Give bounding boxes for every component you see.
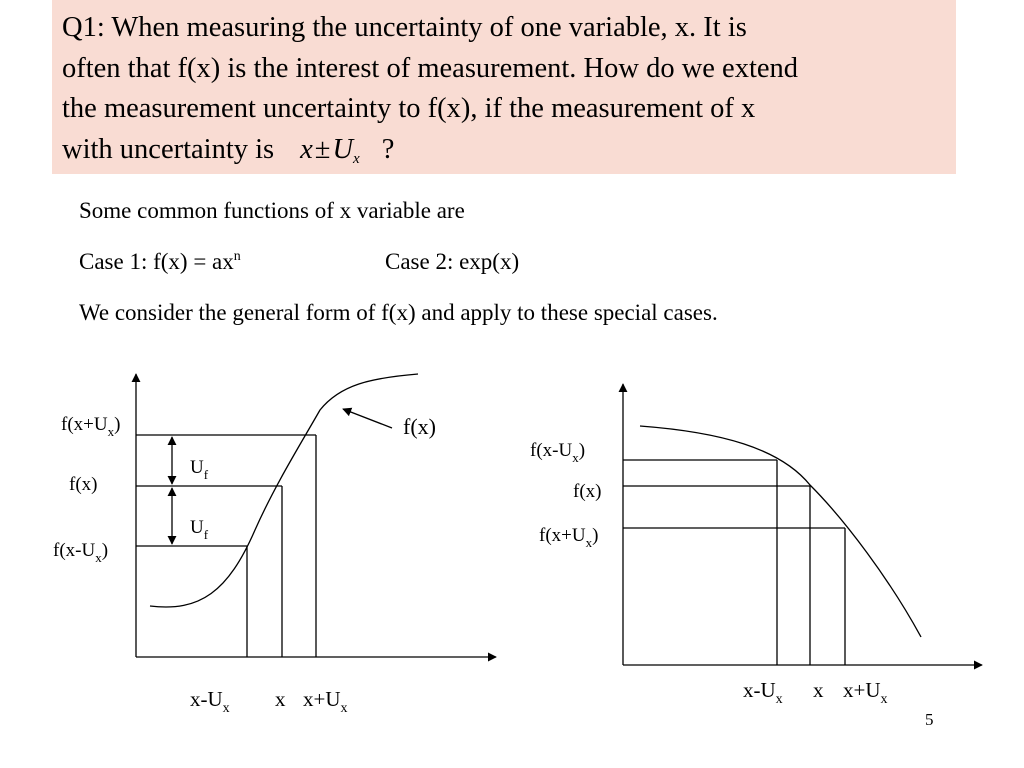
title-line-4-prefix: with uncertainty is (62, 133, 275, 165)
left-graph (136, 374, 496, 657)
uf-label-upper: $U_f$ (190, 457, 209, 482)
left-ylabel-top: $f(x+U_x)$ (61, 414, 121, 439)
right-xlabel-x-minus: $x-U_x$ (743, 678, 783, 707)
left-curve-label: f(x) (403, 414, 436, 439)
math-u: U (332, 133, 354, 165)
uf-label-lower: $U_f$ (190, 517, 209, 542)
right-xlabel-x: x (813, 678, 824, 702)
math-u-subscript: x (353, 150, 360, 167)
case-2-text: Case 2: exp(x) (385, 249, 520, 274)
left-xlabel-x-plus: $x+U_x$ (303, 687, 348, 716)
right-xlabel-x-plus: $x+U_x$ (843, 678, 888, 707)
title-question-mark: ? (381, 133, 395, 165)
left-ylabel-mid: f(x) (69, 474, 98, 495)
title-line-2: often that f(x) is the interest of measurement. How do we extend (62, 52, 799, 84)
right-ylabel-bot: $f(x+U_x)$ (539, 525, 599, 550)
right-decreasing-curve (640, 426, 921, 637)
right-graph-labels (530, 440, 888, 707)
title-line-3: the measurement uncertainty to f(x), if the measurement of x (62, 93, 756, 124)
title-line-1: Q1: When measuring the uncertainty of one variable, x. It is (62, 12, 747, 43)
right-ylabel-mid: f(x) (573, 481, 602, 502)
right-graph (623, 384, 982, 665)
left-xlabel-x-minus: $x-U_x$ (190, 687, 230, 716)
case-1-text: Case 1: f(x) = ax (79, 249, 234, 274)
curve-label-pointer (343, 409, 392, 428)
general-form-text: We consider the general form of f(x) and apply to these special cases. (79, 300, 718, 325)
math-plus-minus: ± (314, 133, 331, 165)
left-graph-labels (53, 414, 436, 716)
left-increasing-curve (150, 374, 418, 607)
left-ylabel-bot: $f(x-U_x)$ (53, 540, 109, 565)
right-ylabel-top: $f(x-U_x)$ (530, 440, 586, 465)
page-number: 5 (925, 710, 934, 729)
case-1-exponent: n (233, 249, 241, 264)
intro-text: Some common functions of x variable are (79, 198, 465, 223)
left-xlabel-x: x (275, 687, 286, 711)
math-x: x (300, 133, 313, 165)
